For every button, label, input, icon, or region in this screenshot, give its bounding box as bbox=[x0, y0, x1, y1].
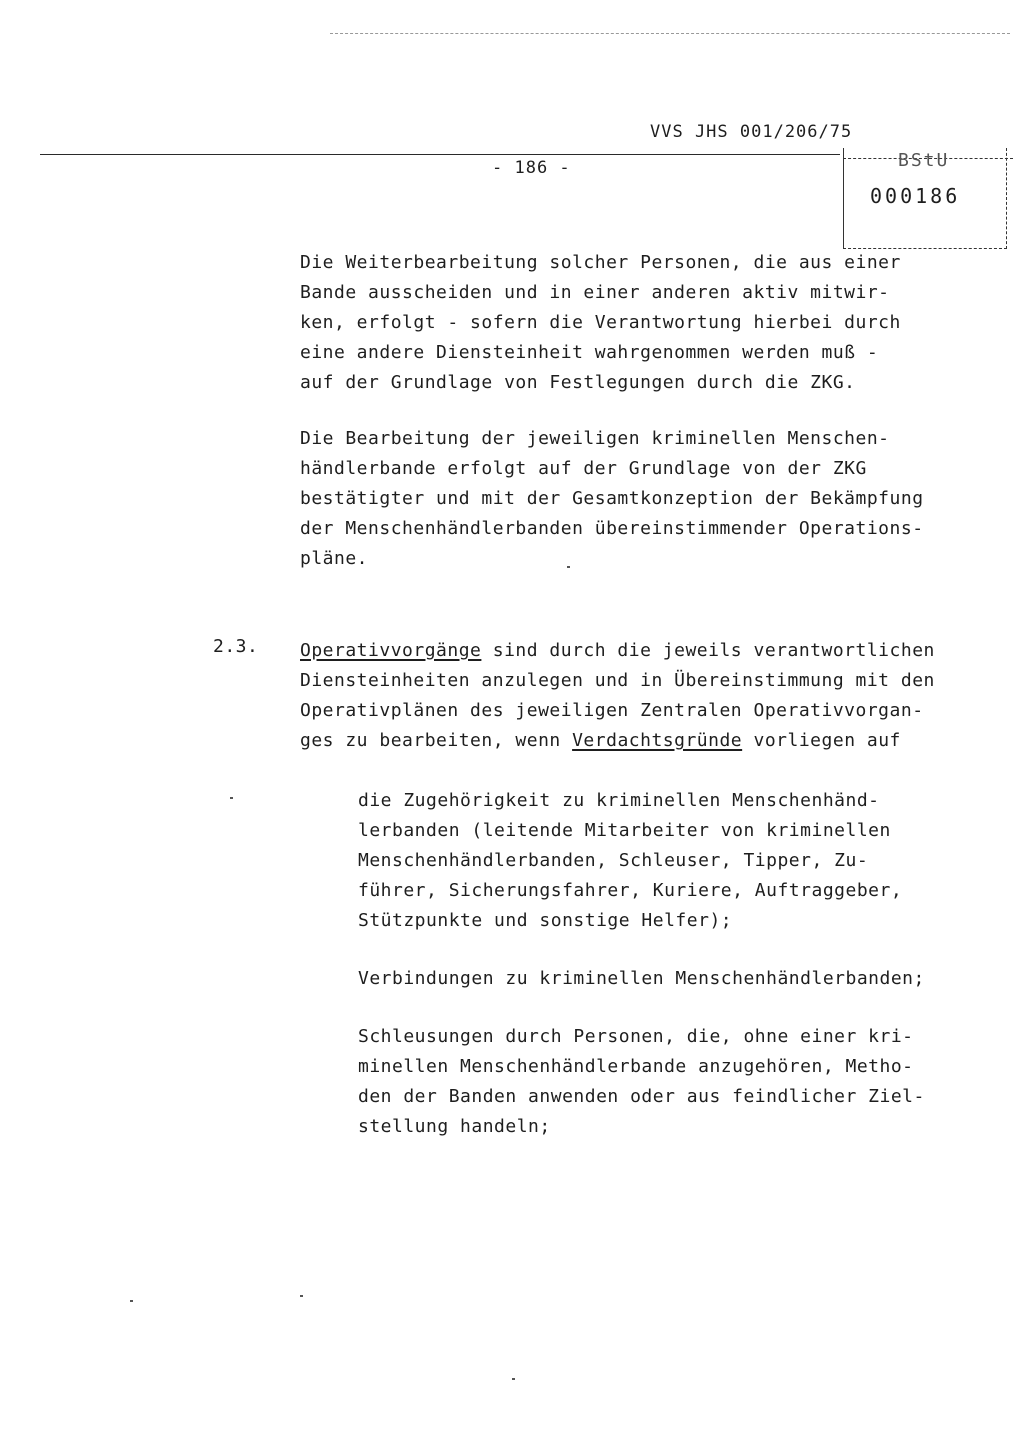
list-item-line: Schleusungen durch Personen, die, ohne einer kri- bbox=[358, 1026, 914, 1047]
paragraph-line: eine andere Diensteinheit wahrgenommen werden muß - bbox=[300, 342, 879, 363]
section-line: Operativplänen des jeweiligen Zentralen Operativvorgan- bbox=[300, 700, 924, 721]
list-item-line: stellung handeln; bbox=[358, 1116, 551, 1137]
section-text: vorliegen auf bbox=[742, 730, 901, 751]
paragraph-line: ken, erfolgt - sofern die Verantwortung hierbei durch bbox=[300, 312, 901, 333]
paragraph-line: Bande ausscheiden und in einer anderen aktiv mitwir- bbox=[300, 282, 890, 303]
term-operativvorgaenge: Operativvorgänge bbox=[300, 640, 482, 661]
stamp-label: BStU bbox=[898, 150, 950, 171]
paragraph-line: auf der Grundlage von Festlegungen durch die ZKG. bbox=[300, 372, 856, 393]
list-item-line: Verbindungen zu kriminellen Menschenhändlerbanden; bbox=[358, 968, 925, 989]
paragraph-line: bestätigter und mit der Gesamtkonzeption der Bekämpfung bbox=[300, 488, 924, 509]
paragraph-line: händlerbande erfolgt auf der Grundlage von der ZKG bbox=[300, 458, 867, 479]
term-verdachtsgruende: Verdachtsgründe bbox=[572, 730, 743, 751]
top-scan-line bbox=[330, 33, 1010, 34]
paragraph-line: der Menschenhändlerbanden übereinstimmender Operations- bbox=[300, 518, 924, 539]
stamp-number: 000186 bbox=[870, 184, 961, 208]
list-item-line: die Zugehörigkeit zu kriminellen Menschenhänd- bbox=[358, 790, 880, 811]
scan-speck bbox=[567, 566, 570, 568]
paragraph-line: Die Bearbeitung der jeweiligen kriminellen Menschen- bbox=[300, 428, 890, 449]
section-number: 2.3. bbox=[213, 636, 259, 657]
section-line-4 bbox=[300, 730, 901, 751]
paragraph-line: Die Weiterbearbeitung solcher Personen, die aus einer bbox=[300, 252, 901, 273]
header-rule bbox=[40, 154, 840, 155]
list-item-line: lerbanden (leitende Mitarbeiter von kriminellen bbox=[358, 820, 891, 841]
scan-speck bbox=[300, 1295, 303, 1297]
paragraph-line: pläne. bbox=[300, 548, 369, 569]
section-text: ges zu bearbeiten, wenn bbox=[300, 730, 573, 751]
scan-speck bbox=[130, 1300, 133, 1302]
list-item-line: Menschenhändlerbanden, Schleuser, Tipper, Zu- bbox=[358, 850, 869, 871]
list-item-line: den der Banden anwenden oder aus feindlicher Ziel- bbox=[358, 1086, 925, 1107]
document-reference: VVS JHS 001/206/75 bbox=[650, 122, 853, 142]
page-number: - 186 - bbox=[492, 158, 571, 178]
list-item-line: führer, Sicherungsfahrer, Kuriere, Auftraggeber, bbox=[358, 880, 903, 901]
scan-speck bbox=[512, 1378, 515, 1380]
list-item-line: Stützpunkte und sonstige Helfer); bbox=[358, 910, 733, 931]
list-item-line: minellen Menschenhändlerbande anzugehören, Metho- bbox=[358, 1056, 914, 1077]
section-line: Diensteinheiten anzulegen und in Übereinstimmung mit den bbox=[300, 670, 935, 691]
scan-speck bbox=[230, 797, 233, 799]
section-line-1 bbox=[300, 640, 935, 661]
section-text: sind durch die jeweils verantwortlichen bbox=[481, 640, 935, 661]
